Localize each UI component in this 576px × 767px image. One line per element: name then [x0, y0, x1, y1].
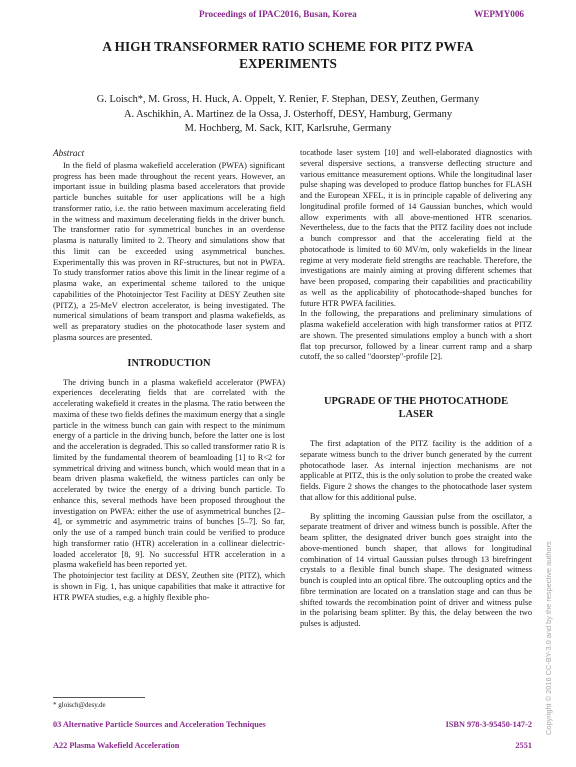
footer-track: 03 Alternative Particle Sources and Acceleration Techniques — [53, 720, 266, 729]
running-header — [0, 9, 576, 23]
copyright-notice: Copyright © 2016 CC-BY-3.0 and by the respective authors — [544, 541, 553, 735]
upgrade-paragraph-2: By splitting the incoming Gaussian pulse from the oscillator, a separate treatment of driver and witness bunch is possible. After the beam splitter, the designated driver bunch goes straight into the above-mentioned bunch shaper, that allows for longitudinal combination of 14 virtual Gaussian pulses through 13 birefringent crystals to a flexible final bunch shape. The designated witness bunch is coupled into an optical fibre. The outcoupling optics and the fibre termination are located on a translation stage and can thus be shifted towards the recombination point of driver and witness pulse in the polarising beam splitter. By this, the delay between the two pulses is adjusted. — [300, 511, 532, 628]
title-line-2: EXPERIMENTS — [239, 56, 337, 71]
introduction-paragraph-3: In the following, the preparations and preliminary simulations of plasma wakefield acceleration with high transformer ratios at PITZ are shown. The presented simulations employ a bunch with a short flat top precursor, followed by a linear current ramp and a sharp cutoff, the so called "doorstep"-profile [2]. — [300, 309, 532, 362]
paper-code: WEPMY006 — [474, 9, 525, 19]
author-list — [40, 93, 536, 137]
paper-title — [40, 38, 536, 72]
page-number: 2551 — [515, 741, 532, 750]
abstract-text: In the field of plasma wakefield acceleration (PWFA) significant progress has been made throughout the recent years. However, an important issue in building plasma based accelerators that provide particle bunches suitable for user applications will be a high transformer ratio, i.e. the ratio between maximum accelerating field in the witness and maximum decelerating fields in the driver bunch. The transformer ratio for symmetrical bunches in an overdense plasma is naturally limited to 2. Theory and simulations show that this limit can be exceeded using asymmetrical bunches. Experimentally this was proven in RF-structures, but not in PWFA. To study transformer ratios above this limit in the linear regime of a plasma wake, an experimental scheme tailored to the unique capabilities of the Photoinjector Test Facility at DESY Zeuthen site (PITZ), a 25-MeV electron accelerator, is being investigated. The numerical simulations of beam transport and plasma wakefields, as well as preparatory studies on the photocathode laser system and plasma sources are presented. — [53, 160, 285, 342]
authors-line-2: A. Aschikhin, A. Martinez de la Ossa, J. Osterhoff, DESY, Hamburg, Germany — [123, 108, 453, 120]
upgrade-heading-line-2: LASER — [398, 409, 434, 420]
footer-subtrack: A22 Plasma Wakefield Acceleration — [53, 741, 180, 750]
introduction-paragraph-2-end: tocathode laser system [10] and well-elaborated diagnostics with several dispersive sections, a transverse deflecting structure and various emittance measurement options. While the longitudinal laser pulse shaping was developed to produce flattop bunches for FLASH and the European XFEL, it is in principle capable of delivering any longitudinal profile formed of 14 Gaussian bunches, which would allow experiments with all above-mentioned HTR scenarios. Nevertheless, due to the facts that the PITZ facility does not include a bunch compressor and that the accelerating field at the photocathode is limited to 60 MV/m, only wakefields in the linear regime at very moderate field strengths are reachable. Therefore, the investigations are mainly aiming at proving different schemes that have been proposed, comparing their capabilities and practicability as well as the applicability of photocathode-shaped bunches for future HTR PWFA facilities. — [300, 148, 532, 308]
footnote-divider — [53, 697, 145, 698]
footnote: * gloisch@desy.de — [53, 701, 106, 709]
right-column — [300, 148, 532, 630]
upgrade-heading-line-1: UPGRADE OF THE PHOTOCATHODE — [323, 396, 509, 407]
introduction-paragraph-1: The driving bunch in a plasma wakefield accelerator (PWFA) experiences decelerating fields that are correlated with the accelerating wakefield it creates in the plasma. The ratio between the maxima of these two fields defines the maximum energy that a single particle in the witness bunch can gain with respect to the minimum energy of a particle in the driving bunch, before the latter one is lost and the acceleration is degraded. This so called transformer ratio R is limited by the fundamental theorem of beamloading [1] to R<2 for symmetrical driving and witness bunch, which would mean that in a beam driven plasma wakefield, the witness particles can only be accelerated by twice the energy of a driving bunch particle. To enhance this, several methods have been proposed throughout the investigation on PWFA: either the use of asymmetrical bunches [2–4], or symmetric and asymmetric trains of bunches [5–7]. So far, only the use of a ramped bunch train could be verified to produce high transformer ratio (HTR) acceleration in a collinear dielectric-loaded accelerator [8, 9]. No successful HTR acceleration in a plasma wakefield has been reported yet. — [53, 377, 285, 570]
conference-name: Proceedings of IPAC2016, Busan, Korea — [199, 9, 357, 19]
authors-line-1: G. Loisch*, M. Gross, H. Huck, A. Oppelt, Y. Renier, F. Stephan, DESY, Zeuthen, Germany — [96, 94, 480, 105]
left-column — [53, 148, 285, 603]
footer-isbn: ISBN 978-3-95450-147-2 — [445, 720, 532, 729]
upgrade-heading — [300, 395, 532, 421]
upgrade-paragraph-1: The first adaptation of the PITZ facility is the addition of a separate witness bunch to the driver bunch generated by the current photocathode laser. As internal injection mechanisms are not applicable at PITZ, this is the only solution to probe the created wake fields. Figure 2 shows the changes to the photocathode laser system that allow for this additional pulse. — [300, 439, 532, 502]
introduction-heading: INTRODUCTION — [127, 357, 211, 369]
abstract-heading: Abstract — [53, 148, 85, 158]
authors-line-3: M. Hochberg, M. Sack, KIT, Karlsruhe, Germany — [184, 123, 392, 135]
introduction-paragraph-2-start: The photoinjector test facility at DESY, Zeuthen site (PITZ), which is shown in Fig. 1, has unique capabilities that make it attractive for HTR PWFA studies, e.g. a highly flexible pho- — [53, 571, 285, 602]
title-line-1: A HIGH TRANSFORMER RATIO SCHEME FOR PITZ PWFA — [102, 39, 474, 54]
